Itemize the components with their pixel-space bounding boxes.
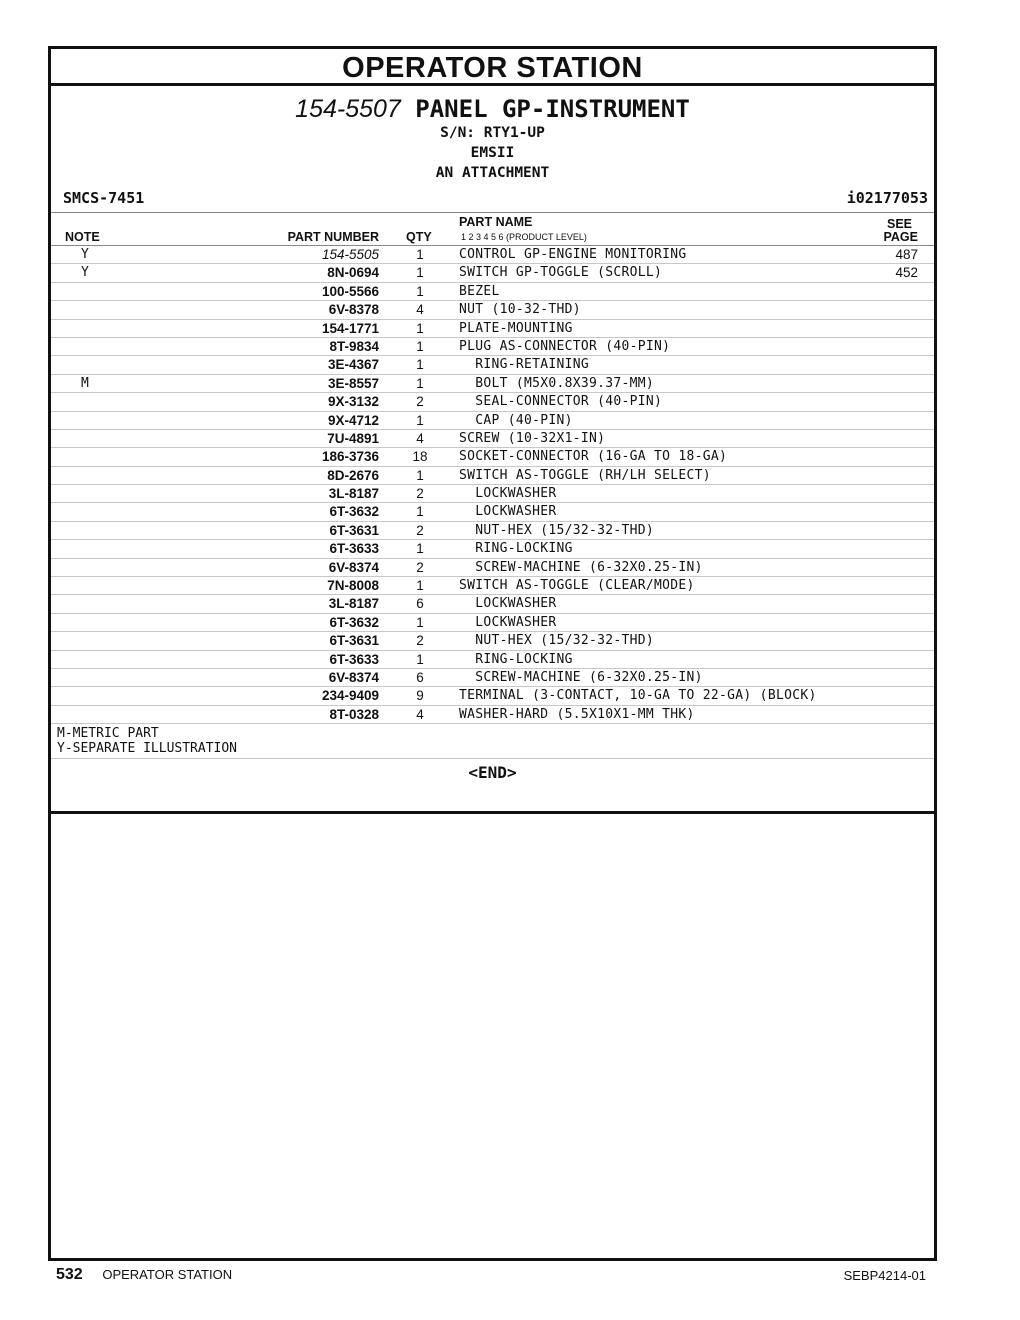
row-part-number: 6T-3633 <box>329 651 379 667</box>
legend-metric: M-METRIC PART <box>57 726 159 742</box>
table-row <box>51 338 934 356</box>
row-part-number: 9X-4712 <box>327 412 379 428</box>
row-part-name: RING-RETAINING <box>459 357 590 373</box>
assembly-part-number: 154-5507 <box>295 95 401 123</box>
table-row <box>51 577 934 595</box>
row-part-number: 8T-0328 <box>329 706 379 722</box>
row-part-number: 100-5566 <box>321 283 379 299</box>
row-qty: 1 <box>416 283 424 299</box>
page-number: 532 <box>56 1266 83 1283</box>
end-marker: <END> <box>51 759 934 814</box>
row-part-name: SCREW-MACHINE (6-32X0.25-IN) <box>459 559 703 575</box>
row-part-name: SCREW (10-32X1-IN) <box>459 430 606 446</box>
row-part-name: BOLT (M5X0.8X39.37-MM) <box>459 375 655 391</box>
table-row <box>51 393 934 411</box>
table-row <box>51 503 934 521</box>
row-part-number: 186-3736 <box>321 449 379 465</box>
section-title: OPERATOR STATION <box>51 49 934 86</box>
row-part-name: SOCKET-CONNECTOR (16-GA TO 18-GA) <box>459 449 728 465</box>
table-row <box>51 614 934 632</box>
row-part-number: 3L-8187 <box>328 486 379 502</box>
row-part-number: 3L-8187 <box>328 596 379 612</box>
table-row <box>51 467 934 485</box>
row-part-name: RING-LOCKING <box>459 541 573 557</box>
row-part-number: 6T-3633 <box>329 541 379 557</box>
table-row <box>51 412 934 430</box>
row-qty: 1 <box>416 247 424 262</box>
row-part-number: 7N-8008 <box>327 578 379 594</box>
row-see-page: 487 <box>895 247 918 262</box>
row-part-name: BEZEL <box>459 283 500 299</box>
row-qty: 1 <box>416 338 424 354</box>
table-row <box>51 283 934 301</box>
legend <box>51 724 934 759</box>
row-qty: 1 <box>416 651 424 667</box>
table-row <box>51 301 934 319</box>
row-part-number: 3E-4367 <box>327 357 379 373</box>
row-part-number: 154-5505 <box>321 247 379 262</box>
row-part-number: 6V-8374 <box>328 669 379 685</box>
table-row <box>51 264 934 282</box>
row-qty: 6 <box>416 596 424 612</box>
row-qty: 4 <box>416 706 424 722</box>
row-part-name: NUT-HEX (15/32-32-THD) <box>459 633 655 649</box>
row-part-number: 154-1771 <box>321 320 379 336</box>
row-qty: 4 <box>416 302 424 318</box>
row-part-number: 9X-3132 <box>327 394 379 410</box>
table-row <box>51 669 934 687</box>
row-part-name: PLATE-MOUNTING <box>459 320 573 336</box>
row-qty: 2 <box>416 394 424 410</box>
row-part-number: 6V-8374 <box>328 559 379 575</box>
footer-section: OPERATOR STATION <box>102 1267 233 1282</box>
row-qty: 1 <box>416 265 424 281</box>
row-part-number: 8N-0694 <box>327 265 379 281</box>
table-row <box>51 356 934 374</box>
col-page: PAGE <box>883 230 918 244</box>
table-row <box>51 430 934 448</box>
row-note: Y <box>81 265 89 281</box>
row-part-name: LOCKWASHER <box>459 596 557 612</box>
row-part-name: SWITCH AS-TOGGLE (CLEAR/MODE) <box>459 578 695 594</box>
table-row <box>51 559 934 577</box>
table-row <box>51 246 934 264</box>
serial-number: S/N: RTY1-UP <box>440 125 545 141</box>
table-row <box>51 595 934 613</box>
page-footer <box>56 1266 926 1284</box>
row-part-name: SEAL-CONNECTOR (40-PIN) <box>459 394 663 410</box>
parts-table <box>51 212 934 814</box>
row-qty: 2 <box>416 559 424 575</box>
row-part-name: NUT (10-32-THD) <box>459 302 581 318</box>
table-header <box>51 213 934 246</box>
row-see-page: 452 <box>895 265 918 281</box>
table-row <box>51 448 934 466</box>
table-row <box>51 375 934 393</box>
row-qty: 4 <box>416 430 424 446</box>
table-row <box>51 651 934 669</box>
table-row <box>51 320 934 338</box>
row-part-name: SWITCH AS-TOGGLE (RH/LH SELECT) <box>459 467 711 483</box>
table-row <box>51 687 934 705</box>
row-qty: 2 <box>416 522 424 538</box>
assembly-header <box>51 86 934 212</box>
row-part-name: LOCKWASHER <box>459 614 557 630</box>
document-id: SEBP4214-01 <box>843 1268 926 1283</box>
table-row <box>51 706 934 724</box>
row-part-number: 6T-3631 <box>329 522 379 538</box>
row-part-name: LOCKWASHER <box>459 486 557 502</box>
col-product-levels: 1 2 3 4 5 6 (PRODUCT LEVEL) <box>461 232 587 242</box>
col-note: NOTE <box>65 230 100 244</box>
row-qty: 1 <box>416 467 424 483</box>
row-qty: 1 <box>416 375 424 391</box>
row-part-name: LOCKWASHER <box>459 504 557 520</box>
row-part-number: 6T-3631 <box>329 633 379 649</box>
row-part-name: WASHER-HARD (5.5X10X1-MM THK) <box>459 706 695 722</box>
row-qty: 1 <box>416 357 424 373</box>
row-part-name: PLUG AS-CONNECTOR (40-PIN) <box>459 338 671 354</box>
row-part-number: 6T-3632 <box>329 614 379 630</box>
row-part-number: 7U-4891 <box>327 430 379 446</box>
row-qty: 18 <box>412 449 428 465</box>
table-row <box>51 485 934 503</box>
col-part-name: PART NAME <box>459 215 533 229</box>
col-see: SEE <box>886 217 912 231</box>
parts-frame <box>48 46 937 1261</box>
row-qty: 2 <box>416 633 424 649</box>
header-line-2: EMSII <box>470 145 515 161</box>
row-qty: 1 <box>416 320 424 336</box>
row-qty: 1 <box>416 504 424 520</box>
row-part-name: NUT-HEX (15/32-32-THD) <box>459 522 655 538</box>
row-qty: 1 <box>416 578 424 594</box>
table-row <box>51 632 934 650</box>
header-line-3: AN ATTACHMENT <box>435 165 550 181</box>
col-part-number: PART NUMBER <box>287 230 379 244</box>
table-row <box>51 540 934 558</box>
row-part-number: 234-9409 <box>321 688 379 704</box>
row-part-name: CONTROL GP-ENGINE MONITORING <box>459 247 687 262</box>
legend-separate: Y-SEPARATE ILLUSTRATION <box>57 741 238 757</box>
row-note: M <box>81 375 89 391</box>
row-qty: 1 <box>416 541 424 557</box>
assembly-title: PANEL GP-INSTRUMENT <box>415 95 690 123</box>
row-note: Y <box>81 247 89 262</box>
row-qty: 1 <box>416 614 424 630</box>
illustration-id: i02177053 <box>846 189 928 207</box>
table-row <box>51 522 934 540</box>
row-qty: 9 <box>416 688 424 704</box>
row-part-number: 3E-8557 <box>327 375 379 391</box>
row-part-name: CAP (40-PIN) <box>459 412 573 428</box>
row-part-number: 6V-8378 <box>328 302 379 318</box>
row-qty: 1 <box>416 412 424 428</box>
col-qty: QTY <box>406 230 432 244</box>
table-body <box>51 246 934 724</box>
row-part-number: 8T-9834 <box>329 338 379 354</box>
row-part-name: SCREW-MACHINE (6-32X0.25-IN) <box>459 669 703 685</box>
row-part-name: RING-LOCKING <box>459 651 573 667</box>
smcs-code: SMCS-7451 <box>63 189 145 207</box>
row-part-name: SWITCH GP-TOGGLE (SCROLL) <box>459 265 663 281</box>
row-part-number: 6T-3632 <box>329 504 379 520</box>
row-part-name: TERMINAL (3-CONTACT, 10-GA TO 22-GA) (BLOCK) <box>459 688 817 704</box>
row-qty: 6 <box>416 669 424 685</box>
row-qty: 2 <box>416 486 424 502</box>
row-part-number: 8D-2676 <box>327 467 379 483</box>
